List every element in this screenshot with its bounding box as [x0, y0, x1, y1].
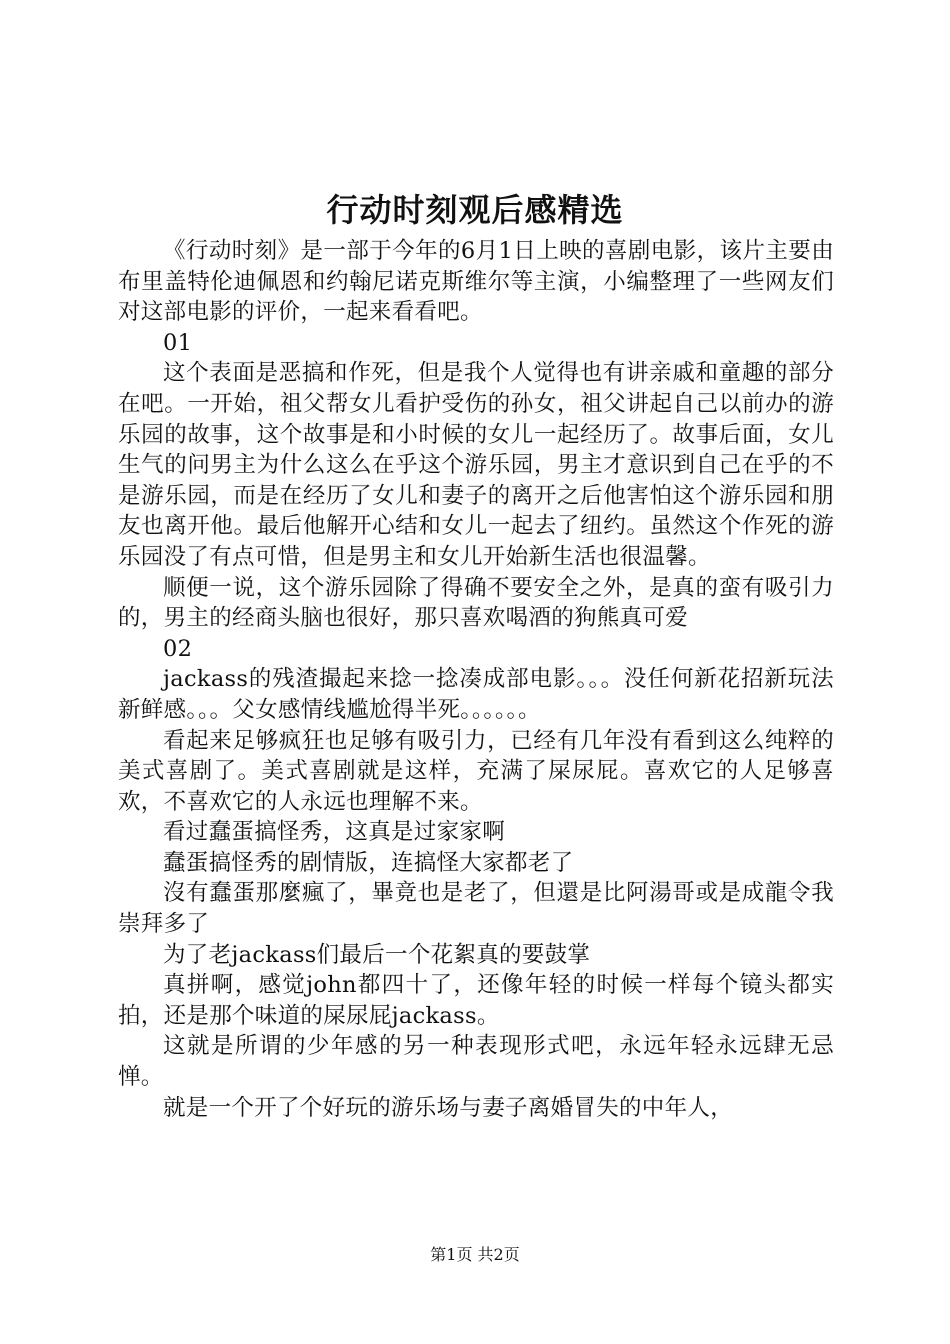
page-footer: 第1页 共2页	[430, 1245, 520, 1264]
section-number-02: 02	[163, 635, 193, 662]
paragraph: 为了老jackass们最后一个花絮真的要鼓掌	[163, 941, 591, 968]
paragraph: 看过蠢蛋搞怪秀，这真是过家家啊	[163, 819, 506, 846]
paragraph-intro: 《行动时刻》是一部于今年的6月1日上映的喜剧电影，该片主要由布里盖特伦迪佩恩和约翰尼诺克斯维尔等主演，小编整理了一些网友们对这部电影的评价，一起来看看吧。	[118, 238, 834, 326]
paragraph: 这就是所谓的少年感的另一种表现形式吧，永远年轻永远肆无忌惮。	[118, 1033, 834, 1091]
paragraph: 看起来足够疯狂也足够有吸引力，已经有几年没有看到这么纯粹的美式喜剧了。美式喜剧就是这样，充满了屎尿屁。喜欢它的人足够喜欢，不喜欢它的人永远也理解不来。	[118, 727, 834, 815]
paragraph: 顺便一说，这个游乐园除了得确不要安全之外，是真的蛮有吸引力的，男主的经商头脑也很好，那只喜欢喝酒的狗熊真可爱	[118, 574, 834, 632]
paragraph: 真拼啊，感觉john都四十了，还像年轻的时候一样每个镜头都实拍，还是那个味道的屎尿屁jackass。	[118, 972, 834, 1029]
document-title: 行动时刻观后感精选	[326, 191, 624, 229]
paragraph: 就是一个开了个好玩的游乐场与妻子离婚冒失的中年人，	[163, 1094, 734, 1121]
paragraph: 沒有蠢蛋那麼瘋了，畢竟也是老了，但還是比阿湯哥或是成龍令我崇拜多了	[118, 880, 834, 938]
document-body	[118, 236, 834, 1123]
section-number-01: 01	[163, 329, 193, 356]
paragraph: jackass的残渣撮起来捻一捻凑成部电影。。。没任何新花招新玩法新鲜感。。。父女感情线尴尬得半死。。。。。。	[118, 666, 834, 723]
paragraph: 蠢蛋搞怪秀的剧情版，连搞怪大家都老了	[163, 849, 574, 876]
paragraph: 这个表面是恶搞和作死，但是我个人觉得也有讲亲戚和童趣的部分在吧。一开始，祖父帮女儿看护受伤的孙女，祖父讲起自己以前办的游乐园的故事，这个故事是和小时候的女儿一起经历了。故事后面，女儿生气的问男主为什么这么在乎这个游乐园，男主才意识到自己在乎的不是游乐园，而是在经历了女儿和妻子的离开之后他害怕这个游乐园和朋友也离开他。最后他解开心结和女儿一起去了纽约。虽然这个作死的游乐园没了有点可惜，但是男主和女儿开始新生活也很温馨。	[118, 360, 834, 570]
